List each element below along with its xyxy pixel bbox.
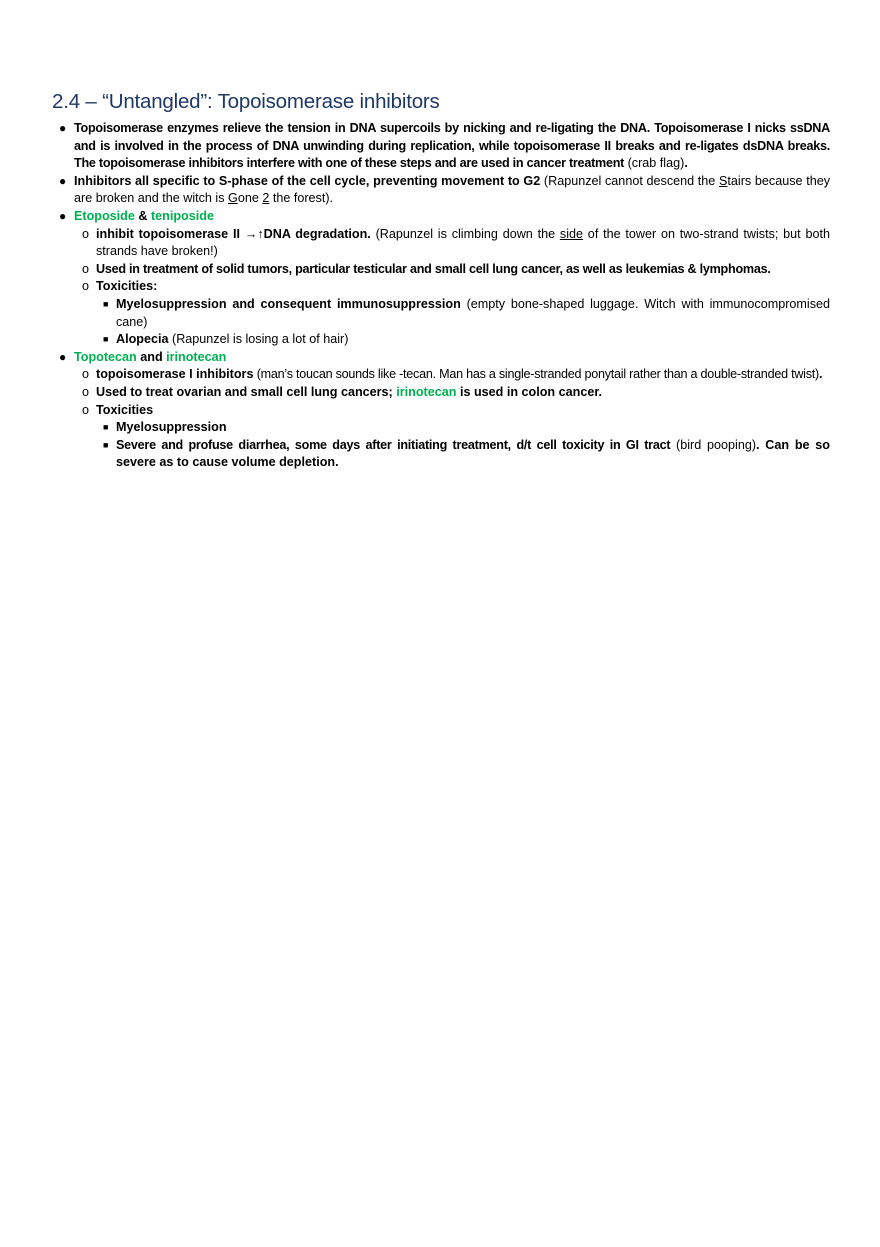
toxicity-item-alopecia (58, 331, 830, 349)
square-bullet-marker: ■ (103, 334, 109, 345)
mnemonic-text: tairs because they are broken and the witch is (74, 173, 831, 206)
sub-bullet-toxicities (58, 278, 830, 296)
bullet-end: . (684, 156, 688, 171)
sub-bullet-bold-text: Used in treatment of solid tumors, particular testicular and small cell lung cancer, as well as leukemias & lymphomas. (96, 261, 771, 276)
toxicity-item-diarrhea (58, 437, 830, 472)
drug-name: irinotecan (166, 349, 227, 364)
conjunction: and (136, 349, 167, 364)
drug-name: Topotecan (74, 349, 137, 364)
mnemonic-note: (empty bone-shaped luggage. Witch with immunocompromised cane) (116, 296, 831, 329)
toxicity-bold-text: Myelosuppression (116, 420, 227, 435)
mnemonic-text: of the tower on two-strand twists; but both strands have broken!) (96, 226, 830, 259)
toxicity-item-myelosuppression (58, 296, 830, 331)
toxicity-bold-text: Severe and profuse diarrhea, some days after initiating treatment, d/t cell toxicity in GI tract (116, 437, 671, 452)
conjunction: & (134, 208, 151, 223)
mnemonic-underline: 2 (262, 191, 270, 206)
sub-bullet-marker: o (82, 261, 90, 276)
bullet-marker: ● (59, 121, 67, 135)
bullet-marker: ● (59, 208, 67, 223)
toxicity-bold-text: . Can be so severe as to cause volume depletion. (116, 437, 830, 470)
mnemonic-underline: side (559, 226, 584, 241)
bullet-s-phase-specific (58, 173, 830, 208)
sub-bullet-bold-text: topoisomerase I inhibitors (96, 367, 254, 382)
square-bullet-marker: ■ (103, 439, 109, 450)
sub-bullet-marker: o (82, 367, 90, 382)
drug-name: irinotecan (396, 384, 457, 399)
section-heading: 2.4 – “Untangled”: Topoisomerase inhibitors (52, 90, 440, 113)
sub-bullet-bold-text: Toxicities: (96, 279, 158, 294)
sub-bullet-mechanism (58, 226, 830, 261)
mnemonic-underline: G (228, 191, 238, 206)
mnemonic-note: (man’s toucan sounds like -tecan. Man has a single-stranded ponytail rather than a double-stranded twist) (253, 367, 819, 382)
sub-bullet-uses (58, 261, 830, 279)
bullet-list (58, 120, 830, 472)
bullet-bold-text: Topoisomerase enzymes relieve the tension in DNA supercoils by nicking and re-ligating the DNA. Topoisomerase I nicks ssDNA and is involved in the process of DNA unwinding during replication, while topoisomerase II breaks and re-ligates dsDNA breaks. The topoisomerase inhibitors interfere with one of these steps and are used in cancer treatment (74, 121, 830, 171)
sub-bullet-marker: o (82, 402, 90, 417)
square-bullet-marker: ■ (103, 298, 109, 309)
mnemonic-underline: S (719, 173, 728, 188)
sub-bullet-mechanism (58, 366, 830, 384)
sub-bullet-toxicities (58, 402, 830, 420)
toxicity-bold-text: Alopecia (116, 332, 169, 347)
toxicity-bold-text: Myelosuppression and consequent immunosuppression (116, 296, 461, 311)
mnemonic-note: (bird pooping) (670, 437, 757, 452)
bullet-marker: ● (59, 349, 67, 364)
drug-name: teniposide (150, 208, 214, 223)
bullet-bold-text: Inhibitors all specific to S-phase of the cell cycle, preventing movement to G2 (74, 173, 541, 188)
sub-bullet-bold-text: Used to treat ovarian and small cell lung cancers; (96, 384, 397, 399)
bullet-topoisomerase-function (58, 120, 830, 173)
mnemonic-text: (Rapunzel cannot descend the (543, 173, 720, 188)
bullet-topotecan-irinotecan (58, 349, 830, 367)
bullet-marker: ● (59, 173, 67, 188)
sub-bullet-uses (58, 384, 830, 402)
sub-bullet-marker: o (82, 226, 90, 241)
mnemonic-text: the forest). (269, 191, 334, 206)
sub-bullet-bold-text: is used in colon cancer. (456, 384, 603, 399)
toxicity-item-myelosuppression (58, 419, 830, 437)
square-bullet-marker: ■ (103, 422, 109, 433)
bullet-etoposide-teniposide (58, 208, 830, 226)
mnemonic-text: (Rapunzel is climbing down the (370, 226, 560, 241)
sub-bullet-end: . (818, 367, 823, 382)
sub-bullet-marker: o (82, 384, 90, 399)
mnemonic-text: one (237, 191, 263, 206)
sub-bullet-bold-text: inhibit topoisomerase II →↑DNA degradation. (96, 226, 371, 241)
sub-bullet-marker: o (82, 279, 90, 294)
mnemonic-note: (Rapunzel is losing a lot of hair) (168, 332, 349, 347)
sub-bullet-bold-text: Toxicities (96, 402, 154, 417)
drug-name: Etoposide (74, 208, 135, 223)
mnemonic-note: (crab flag) (627, 156, 685, 171)
